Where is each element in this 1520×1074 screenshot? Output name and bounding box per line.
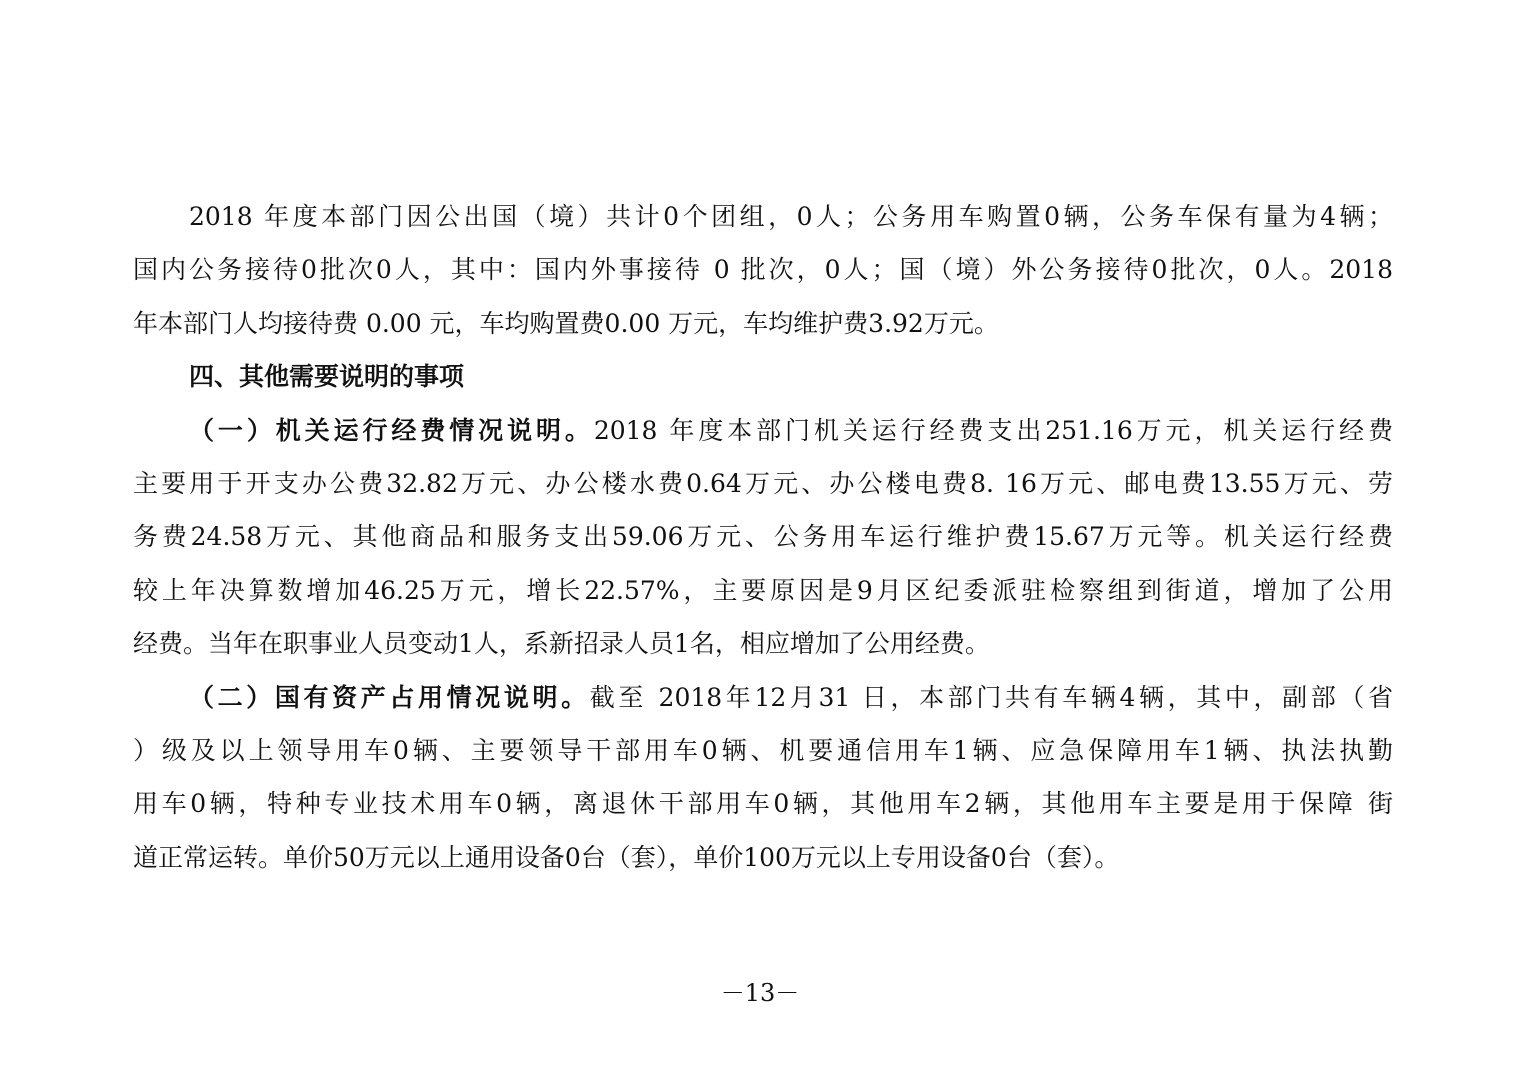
section-heading: 四、其他需要说明的事项 <box>189 362 465 392</box>
paragraph-3-line-2: ）级及以上领导用车0辆、主要领导干部用车0辆、机要通信用车1辆、应急保障用车1辆、执法执勤 <box>133 735 1393 765</box>
paragraph-2-line-2: 主要用于开支办公费32.82万元、办公楼水费0.64万元、办公楼电费8. 16万元、邮电费13.55万元、劳 <box>133 468 1393 498</box>
paragraph-2-line-4: 较上年决算数增加46.25万元，增长22.57%，主要原因是9月区纪委派驻检察组到街道，增加了公用 <box>133 575 1393 605</box>
paragraph-2-line-5: 经费。当年在职事业人员变动1人，系新招录人员1名，相应增加了公用经费。 <box>133 629 990 659</box>
body-text <box>133 190 1393 884</box>
paragraph-2-lead: （一）机关运行经费情况说明。 <box>189 415 594 445</box>
paragraph-3-line-1-text: 截至 2018年12月31 日，本部门共有车辆4辆，其中，副部（省 <box>589 682 1393 712</box>
paragraph-3-line-4: 道正常运转。单价50万元以上通用设备0台（套），单价100万元以上专用设备0台（套）。 <box>133 842 1120 872</box>
page-number: －13－ <box>720 979 800 1007</box>
paragraph-3-line-3: 用车0辆，特种专业技术用车0辆，离退休干部用车0辆，其他用车2辆，其他用车主要是用于保障 街 <box>133 789 1393 819</box>
paragraph-2-line-3: 务费24.58万元、其他商品和服务支出59.06万元、公务用车运行维护费15.67万元等。机关运行经费 <box>133 522 1393 552</box>
paragraph-3-lead: （二）国有资产占用情况说明。 <box>189 682 590 712</box>
paragraph-1-line-2: 国内公务接待0批次0人，其中：国内外事接待 0 批次，0人；国（境）外公务接待0批次，0人。2018 <box>133 255 1393 285</box>
paragraph-1-line-1: 2018 年度本部门因公出国（境）共计0个团组，0人；公务用车购置0辆，公务车保有量为4辆； <box>189 202 1393 231</box>
paragraph-3-line-1 <box>133 671 1393 724</box>
paragraph-1-line-3: 年本部门人均接待费 0.00 元，车均购置费0.00 万元，车均维护费3.92万元。 <box>133 308 999 338</box>
paragraph-2-line-1 <box>133 404 1393 457</box>
paragraph-2-line-1-text: 2018 年度本部门机关运行经费支出251.16万元，机关运行经费 <box>593 415 1393 445</box>
